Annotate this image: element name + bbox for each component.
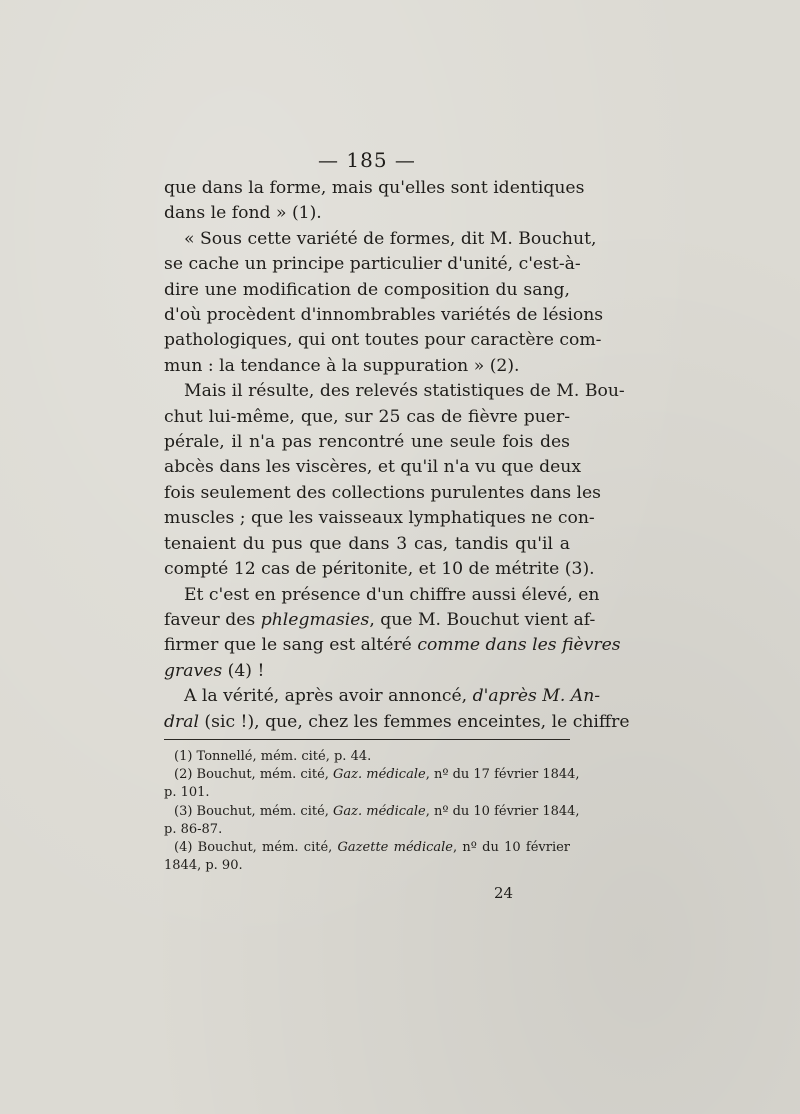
text-line: que dans la forme, mais qu'elles sont identiques <box>164 178 585 198</box>
footnote-journal: Gazette médicale <box>337 840 454 856</box>
italic-term: phlegmasies <box>260 609 370 630</box>
footnote-divider <box>164 739 570 740</box>
text-line: tenaient du pus que dans 3 cas, tandis qu'il a <box>164 533 570 554</box>
text-line: muscles ; que les vaisseaux lymphatiques ne con- <box>164 508 595 529</box>
italic-term: dral <box>164 711 199 732</box>
footnote-3 <box>164 803 580 821</box>
page-number: — 185 — <box>318 148 416 172</box>
text-line: dire une modification de composition du sang, <box>164 279 570 300</box>
text-line <box>164 633 621 658</box>
footnote-1: (1) Tonnellé, mém. cité, p. 44. <box>174 749 372 764</box>
text-line: compté 12 cas de péritonite, et 10 de métrite (3). <box>164 559 595 580</box>
text-line: se cache un principe particulier d'unité, c'est-à- <box>164 254 581 275</box>
text-line <box>164 608 596 633</box>
footnote-2 <box>164 766 580 784</box>
italic-term: graves <box>164 660 223 681</box>
text-line: dans le fond » (1). <box>164 203 322 224</box>
text-line: pérale, il n'a pas rencontré une seule fois des <box>164 432 570 453</box>
text-line <box>164 684 601 709</box>
footnote-segment: (2) Bouchut, mém. cité, <box>174 767 334 783</box>
text-line: abcès dans les viscères, et qu'il n'a vu que deux <box>164 457 582 478</box>
signature-mark: 24 <box>494 884 514 902</box>
text-segment: A la vérité, après avoir annoncé, <box>184 686 473 707</box>
text-line: pathologiques, qui ont toutes pour caractère com- <box>164 330 602 351</box>
footnote-segment: (4) Bouchut, mém. cité, <box>174 840 338 856</box>
footnote-segment: , nº du 17 février 1844, <box>425 767 580 783</box>
text-line <box>164 710 630 735</box>
text-line: chut lui-même, que, sur 25 cas de fièvre puer- <box>164 406 570 427</box>
main-text <box>164 176 630 735</box>
text-line: « Sous cette variété de formes, dit M. Bouchut, <box>184 228 597 249</box>
footnotes <box>164 748 580 875</box>
text-line: mun : la tendance à la suppuration » (2). <box>164 355 520 376</box>
footnote-segment: (3) Bouchut, mém. cité, <box>174 803 334 819</box>
footnote-segment: , nº du 10 février 1844, <box>425 803 580 819</box>
text-segment: faveur des <box>164 609 261 630</box>
footnote-3-cont: p. 86-87. <box>164 821 223 837</box>
italic-term: comme dans les fièvres <box>417 635 621 656</box>
footnote-2-cont: p. 101. <box>164 785 210 801</box>
footnote-journal: Gaz. médicale <box>333 767 426 783</box>
text-segment: (sic !), que, chez les femmes enceintes, le chiffre <box>198 711 630 732</box>
footnote-4-cont: 1844, p. 90. <box>164 858 243 874</box>
footnote-journal: Gaz. médicale <box>333 803 426 819</box>
text-segment: , que M. Bouchut vient af- <box>369 609 596 630</box>
text-line <box>164 659 570 684</box>
italic-term: d'après M. An- <box>472 686 601 707</box>
text-line: d'où procèdent d'innombrables variétés de lésions <box>164 305 604 326</box>
text-line: fois seulement des collections purulentes dans les <box>164 482 602 503</box>
text-line: Mais il résulte, des relevés statistiques de M. Bou- <box>184 381 625 402</box>
footnote-4 <box>164 839 570 857</box>
text-segment: (4) ! <box>222 660 265 681</box>
text-segment: firmer que le sang est altéré <box>164 635 418 656</box>
footnote-segment: , nº du 10 février <box>453 840 571 856</box>
text-line: Et c'est en présence d'un chiffre aussi élevé, en <box>184 584 600 605</box>
